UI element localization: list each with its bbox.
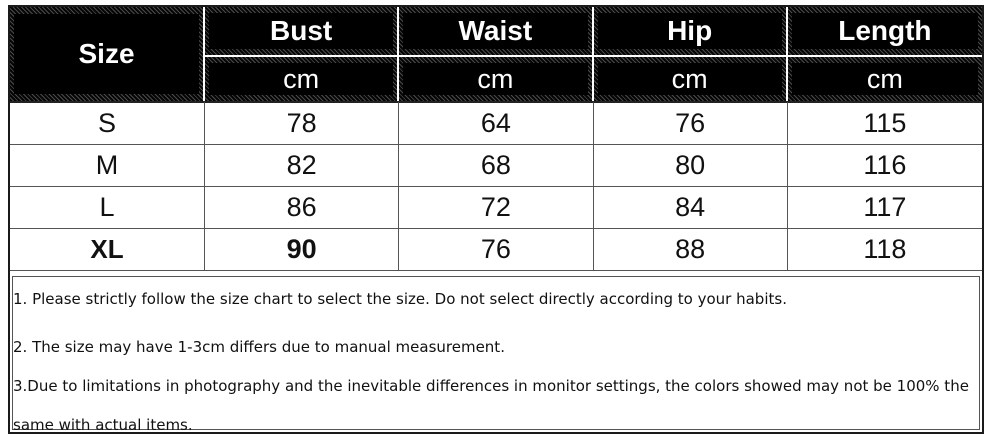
waist-unit: cm xyxy=(403,63,587,95)
table-row xyxy=(10,101,982,145)
note-item: 2. The size may have 1-3cm differs due to manual measurement. xyxy=(13,338,505,356)
hip-unit: cm xyxy=(598,63,782,95)
length-header: Length xyxy=(792,13,978,49)
bust-unit-cell xyxy=(205,57,399,101)
hip-cell: 76 xyxy=(594,101,788,145)
size-table xyxy=(10,7,982,271)
table-row xyxy=(10,145,982,187)
hip-header: Hip xyxy=(598,13,782,49)
hip-cell: 84 xyxy=(594,187,788,229)
length-cell: 118 xyxy=(788,229,982,271)
waist-header-cell xyxy=(399,7,593,57)
bust-unit: cm xyxy=(209,63,393,95)
length-cell: 116 xyxy=(788,145,982,187)
waist-header: Waist xyxy=(403,13,587,49)
length-cell: 117 xyxy=(788,187,982,229)
bust-cell: 78 xyxy=(205,101,399,145)
note-item: 1. Please strictly follow the size chart to select the size. Do not select directly according to your habits. xyxy=(13,290,787,308)
length-header-cell xyxy=(788,7,982,57)
waist-unit-cell xyxy=(399,57,593,101)
hip-cell: 88 xyxy=(594,229,788,271)
size-cell: XL xyxy=(10,229,205,271)
size-cell: S xyxy=(10,101,205,145)
header-row xyxy=(10,7,982,57)
table-row xyxy=(10,229,982,271)
hip-cell: 80 xyxy=(594,145,788,187)
hip-header-cell xyxy=(594,7,788,57)
table-row xyxy=(10,187,982,229)
bust-cell: 90 xyxy=(205,229,399,271)
length-unit-cell xyxy=(788,57,982,101)
waist-cell: 68 xyxy=(399,145,593,187)
waist-cell: 76 xyxy=(399,229,593,271)
bust-cell: 82 xyxy=(205,145,399,187)
length-unit: cm xyxy=(792,63,978,95)
bust-header: Bust xyxy=(209,13,393,49)
size-cell: L xyxy=(10,187,205,229)
hip-unit-cell xyxy=(594,57,788,101)
waist-cell: 72 xyxy=(399,187,593,229)
length-cell: 115 xyxy=(788,101,982,145)
size-header: Size xyxy=(14,14,199,94)
size-chart xyxy=(8,5,984,434)
waist-cell: 64 xyxy=(399,101,593,145)
bust-cell: 86 xyxy=(205,187,399,229)
size-header-cell xyxy=(10,7,205,101)
size-notes xyxy=(12,276,980,434)
bust-header-cell xyxy=(205,7,399,57)
note-item: 3.Due to limitations in photography and the inevitable differences in monitor settings, the colors showed may not be 100% the same with actual items. xyxy=(13,377,969,434)
size-cell: M xyxy=(10,145,205,187)
